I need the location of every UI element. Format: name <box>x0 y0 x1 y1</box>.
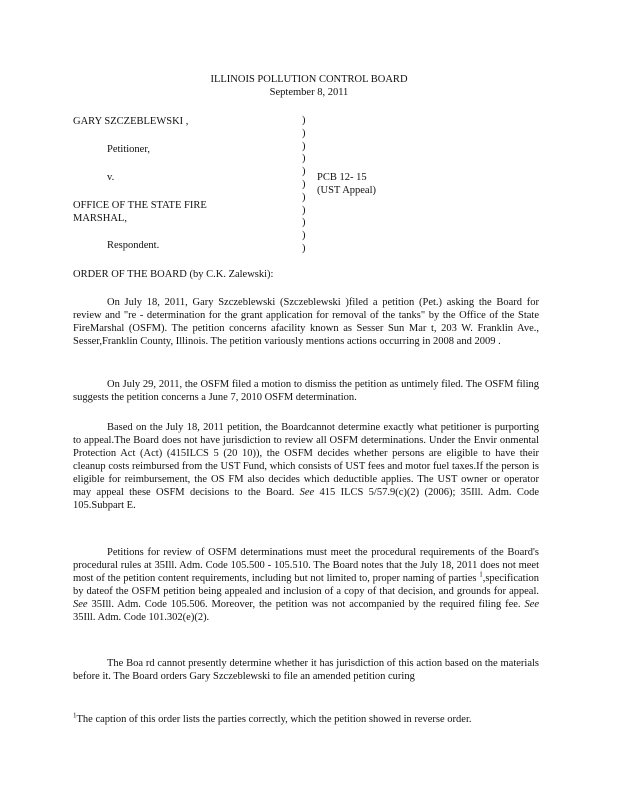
caption-paren: ) <box>302 127 306 139</box>
footnote-mark: 1 <box>73 711 77 720</box>
paragraph-4-citation: 35Ill. Adm. Code 101.302(e)(2). <box>73 612 210 623</box>
respondent-name-line2: MARSHAL, <box>73 213 127 224</box>
petitioner-name: GARY SZCZEBLEWSKI , <box>73 116 189 127</box>
footnote-text: The caption of this order lists the parties correctly, which the petition showed in reverse order. <box>76 714 472 725</box>
paragraph-2-text: On July 29, 2011, the OSFM filed a motion to dismiss the petition as untimely filed. The OSFM filing suggests the petition concerns a June 7, 2010 OSFM determination. <box>73 379 539 403</box>
paragraph-3 <box>73 421 539 512</box>
order-heading: ORDER OF THE BOARD (by C.K. Zalewski): <box>73 269 274 280</box>
caption-paren: ) <box>302 166 306 178</box>
caption-paren: ) <box>302 140 306 152</box>
caption-paren: ) <box>302 242 306 254</box>
caption-paren: ) <box>302 115 306 126</box>
paragraph-1-text: On July 18, 2011, Gary Szczeblewski (Szczeblewski )filed a petition (Pet.) asking the Board for review and "re - determination for the grant application for removal of the tanks" by the Office of the State FireMarshal (OSFM). The petition concerns afacility known as Sesser Sun Mar t, 203 W. Franklin Ave., Sesser,Franklin County, Illinois. The petition variously mentions actions occurring in 2008 and 2009 . <box>73 297 539 347</box>
footnote-reference: 1 <box>479 570 483 579</box>
respondent-name-line1: OFFICE OF THE STATE FIRE <box>73 200 207 211</box>
paragraph-4-text-2: ,specification by dateof the OSFM petition being appealed and inclusion of a copy of that decision, and grounds for appeal. <box>73 573 539 597</box>
caption-paren: ) <box>302 153 306 165</box>
see-signal: See <box>73 599 88 610</box>
paragraph-3-citation: 415 ILCS 5/57.9(c)(2) (2006); 35Ill. Adm. Code 105.Subpart E. <box>73 487 539 511</box>
paragraph-5 <box>73 657 539 683</box>
board-title: ILLINOIS POLLUTION CONTROL BOARD <box>210 74 408 85</box>
respondent-role: Respondent. <box>107 240 160 251</box>
case-type: (UST Appeal) <box>317 185 377 196</box>
case-number: PCB 12- 15 <box>317 172 367 183</box>
order-date: September 8, 2011 <box>269 87 349 98</box>
paragraph-4-text: Petitions for review of OSFM determinations must meet the procedural requirements of the Board's procedural rules at 35Ill. Adm. Code 105.500 - 105.510. The Board notes that the July 18, 2011 does not meet most of the petition content requirements, including but not limited to, proper naming of parties <box>73 547 539 584</box>
petitioner-role: Petitioner, <box>107 144 151 155</box>
paragraph-1 <box>73 296 539 348</box>
footnote <box>73 713 539 726</box>
paragraph-4 <box>73 546 539 624</box>
caption-parentheses <box>302 115 306 256</box>
see-signal: See <box>299 487 315 498</box>
paragraph-5-text: The Boa rd cannot presently determine whether it has jurisdiction of this action based on the materials before it. The Board orders Gary Szczeblewski to file an amended petition curing <box>73 658 539 682</box>
paragraph-2 <box>73 378 539 404</box>
caption-paren: ) <box>302 191 306 203</box>
caption-paren: ) <box>302 217 306 229</box>
paragraph-4-text-3: 35Ill. Adm. Code 105.506. Moreover, the petition was not accompanied by the required filing fee. <box>91 599 521 610</box>
paragraph-3-text: Based on the July 18, 2011 petition, the Boardcannot determine exactly what petitioner is purporting to appeal.The Board does not have jurisdiction to review all OSFM determinations. Under the Envir onmental Protection Act (Act) (415ILCS 5 (20 10)), the OSFM decides whether persons are eligible to have their cleanup costs reimbursed from the UST Fund, which consists of UST fees and motor fuel taxes.If the person is eligible for reimbursement, the OS FM also decides which deductible applies. The UST owner or operator may appeal these OSFM decisions to the Board. <box>73 422 539 498</box>
caption-paren: ) <box>302 178 306 190</box>
caption-paren: ) <box>302 204 306 216</box>
see-signal: See <box>524 599 540 610</box>
versus: v. <box>107 172 115 183</box>
caption-paren: ) <box>302 230 306 242</box>
